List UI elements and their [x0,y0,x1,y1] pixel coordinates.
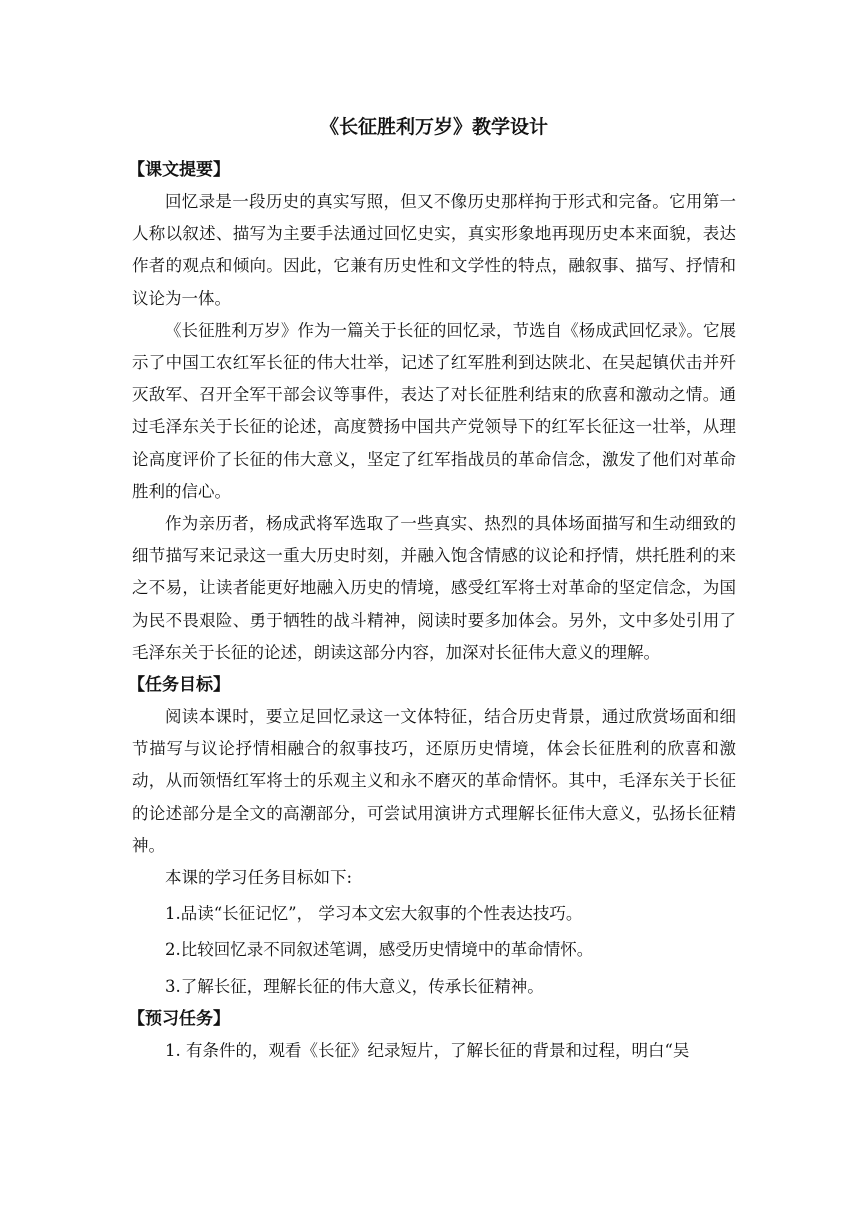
section-heading-preview-tasks: 【预习任务】 [128,1008,230,1029]
goal-item: 2.比较回忆录不同叙述笔调，感受历史情境中的革命情怀。 [165,940,594,960]
document-page [128,112,736,1067]
section-preview-tasks [128,1003,736,1067]
section-task-goals [128,669,736,1003]
summary-paragraph: 回忆录是一段历史的真实写照，但又不像历史那样拘于形式和完备。它用第一人称以叙述、描写为主要手法通过回忆史实，真实形象地再现历史本来面貌，表达作者的观点和倾向。因此，它兼有历史性和文学性的特点，融叙事、描写、抒情和议论为一体。 [132,192,736,308]
document-title: 《长征胜利万岁》教学设计 [319,116,548,138]
section-heading-task-goals: 【任务目标】 [128,675,230,696]
section-text-summary [128,154,736,669]
summary-paragraph: 《长征胜利万岁》作为一篇关于长征的回忆录，节选自《杨成武回忆录》。它展示了中国工农红军长征的伟大壮举，记述了红军胜利到达陕北、在吴起镇伏击并歼灭敌军、召开全军干部会议等事件，表达了对长征胜利结束的欣喜和激动之情。通过毛泽东关于长征的论述，高度赞扬中国共产党领导下的红军长征这一壮举，从理论高度评价了长征的伟大意义，坚定了红军指战员的革命信念，激发了他们对革命胜利的信心。 [132,320,736,501]
goal-item: 1.品读“长征记忆”， 学习本文宏大叙事的个性表达技巧。 [165,904,583,924]
goals-intro: 本课的学习任务目标如下: [165,868,353,888]
goal-item: 3.了解长征，理解长征的伟大意义，传承长征精神。 [165,976,544,996]
preview-item: 1. 有条件的，观看《长征》纪录短片，了解长征的背景和过程，明白“吴 [165,1040,690,1060]
goals-paragraph: 阅读本课时，要立足回忆录这一文体特征，结合历史背景，通过欣赏场面和细节描写与议论抒情相融合的叙事技巧，还原历史情境，体会长征胜利的欣喜和激动，从而领悟红军将士的乐观主义和永不磨灭的革命情怀。其中，毛泽东关于长征的论述部分是全文的高潮部分，可尝试用演讲方式理解长征伟大意义，弘扬长征精神。 [132,707,736,855]
summary-paragraph: 作为亲历者，杨成武将军选取了一些真实、热烈的具体场面描写和生动细致的细节描写来记录这一重大历史时刻，并融入饱含情感的议论和抒情，烘托胜利的来之不易，让读者能更好地融入历史的情境，感受红军将士对革命的坚定信念，为国为民不畏艰险、勇于牺牲的战斗精神，阅读时要多加体会。另外，文中多处引用了毛泽东关于长征的论述，朗读这部分内容，加深对长征伟大意义的理解。 [132,514,736,662]
section-heading-text-summary: 【课文提要】 [128,160,230,180]
